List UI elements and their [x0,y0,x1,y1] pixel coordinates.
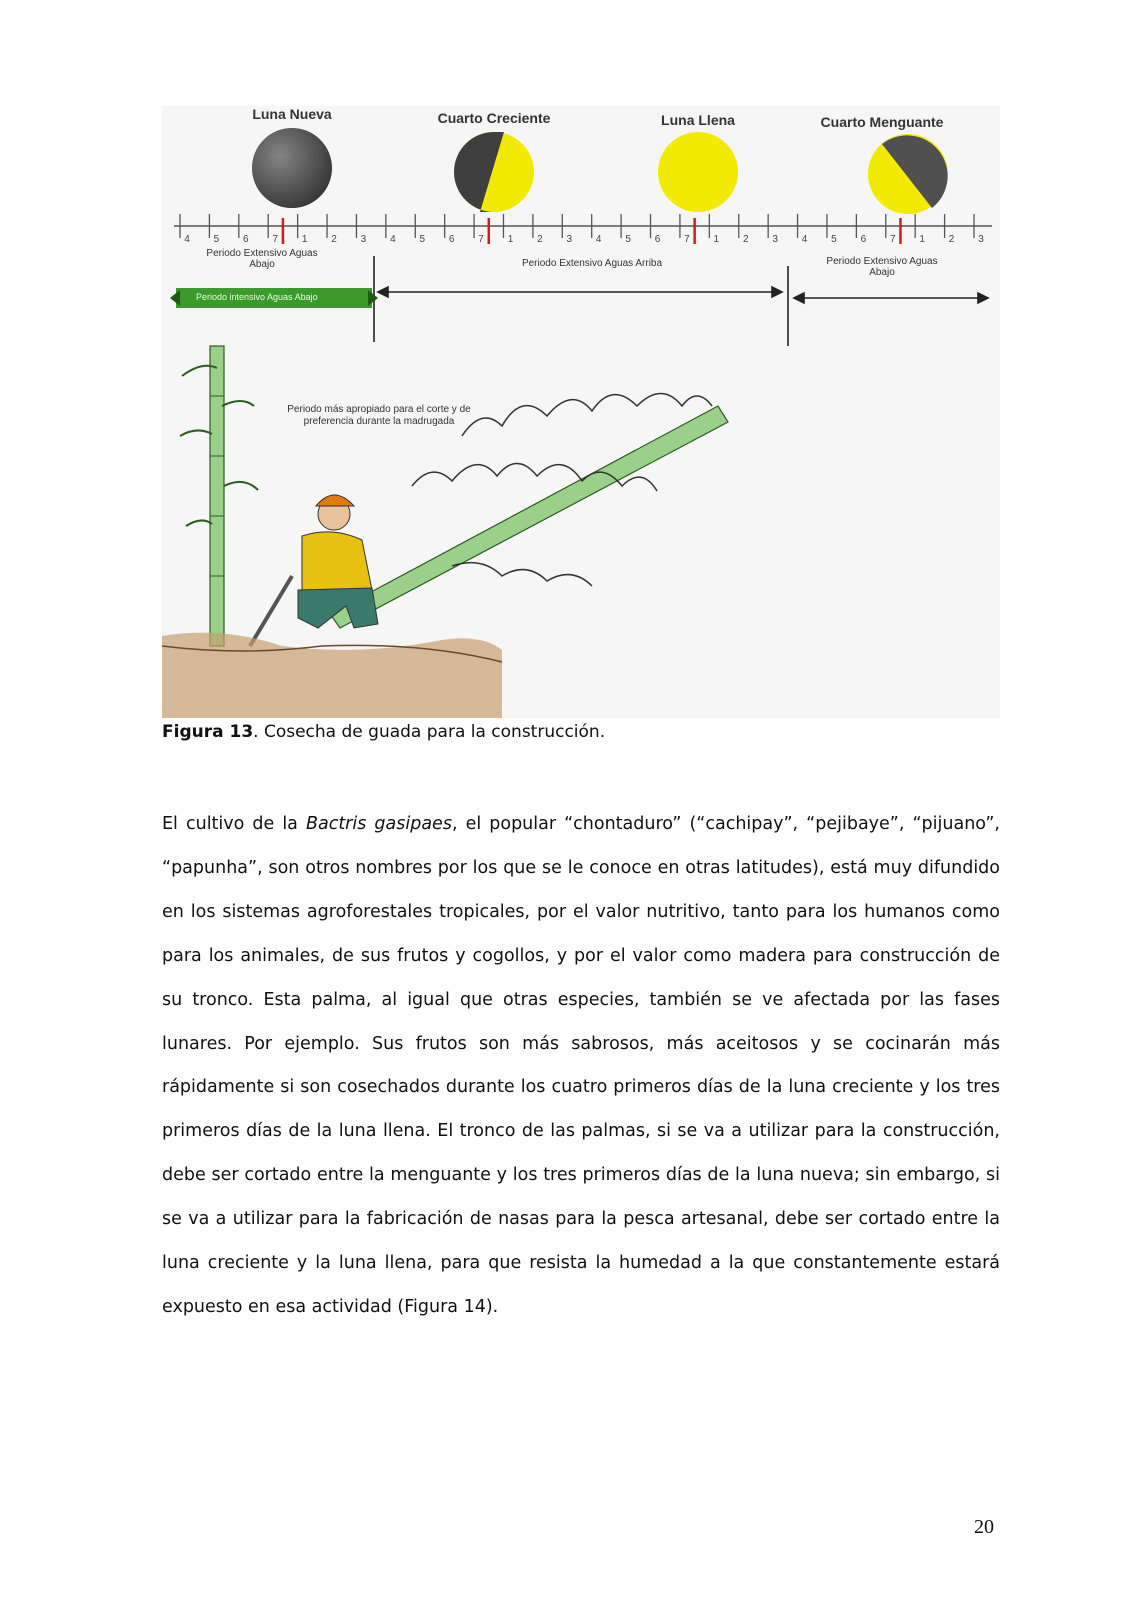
lunar-harvest-figure [162,106,1000,718]
timeline-day-number: 5 [831,234,837,245]
timeline-day-number: 7 [272,234,278,245]
ground [162,633,502,718]
timeline-day-number: 1 [919,234,925,245]
timeline-day-number: 4 [390,234,396,245]
moon-new [252,128,332,208]
timeline-day-number: 4 [801,234,808,245]
timeline-day-number: 3 [772,234,778,245]
timeline-day-number: 3 [978,234,984,245]
intensive-period-label: Periodo intensivo Aguas Abajo [196,292,318,302]
moon-first-quarter [454,132,534,212]
timeline-day-number: 5 [625,234,631,245]
phase-label-full-moon: Luna Llena [661,112,735,128]
species-name: Bactris gasipaes [305,814,452,834]
caption-label: Figura 13 [162,722,254,742]
paragraph-part1: El cultivo de la [162,814,306,834]
period-extensive-downstream-right: Periodo Extensivo Aguas Abajo [826,256,938,278]
timeline-day-number: 2 [331,234,337,245]
timeline-day-number: 3 [360,234,367,245]
bamboo-standing [180,346,258,646]
timeline-day-number: 4 [184,234,190,245]
bamboo-cut [330,394,728,629]
timeline-day-number: 2 [537,234,543,245]
period-extensive-upstream: Periodo Extensivo Aguas Arriba [521,258,663,269]
timeline-day-number: 2 [742,234,749,245]
timeline-ticks [180,214,974,244]
phase-label-new-moon: Luna Nueva [252,106,332,122]
timeline-day-number: 5 [213,234,220,245]
timeline-day-number: 6 [243,234,249,245]
phase-label-first-quarter: Cuarto Creciente [437,110,551,126]
period-extensive-downstream-left: Periodo Extensivo Aguas Abajo [206,248,318,270]
paragraph-part2: , el popular “chontaduro” (“cachipay”, “pejibaye”, “pijuano”, “papunha”, son otros nombres por los que se le conoce en otras latitudes), está muy difundido en los sistemas agroforestales tropicales, por el valor nutritivo, tanto para los humanos como para los animales, de sus frutos y cogollos, y por el valor como madera para construcción de su tronco. Esta palma, al igual que otras especies, también se ve afectada por las fases lunares. Por ejemplo. Sus frutos son más sabrosos, más aceitosos y se cocinarán más rápidamente si son cosechados durante los cuatro primeros días de la luna creciente y los tres primeros días de la luna llena. El tronco de las palmas, si se va a utilizar para la construcción, debe ser cortado entre la menguante y los tres primeros días de la luna nueva; sin embargo, si se va a utilizar para la fabricación de nasas para la pesca artesanal, debe ser cortado entre la luna creciente y la luna llena, para que resista la humedad a la que constantemente estará expuesto en esa actividad (Figura 14). [162,814,1000,1317]
timeline-day-number: 1 [301,234,308,245]
timeline-day-number: 2 [948,234,955,245]
timeline-day-number: 6 [448,234,455,245]
timeline-day-number: 1 [713,234,720,245]
moon-last-quarter [868,134,948,214]
harvest-note: Periodo más apropiado para el corte y de preferencia durante la madrugada [287,404,471,427]
moon-full [658,132,738,212]
body-paragraph [162,803,1000,1330]
timeline-day-number: 3 [566,234,573,245]
farmer-figure [250,495,378,646]
timeline-day-number: 6 [860,234,867,245]
phase-label-last-quarter: Cuarto Menguante [820,114,944,130]
figure-caption [162,722,605,742]
timeline-day-number: 4 [595,234,602,245]
caption-text: . Cosecha de guada para la construcción. [253,722,606,742]
timeline-day-number: 7 [889,234,896,245]
timeline-day-number: 1 [507,234,514,245]
timeline-day-number: 6 [654,234,661,245]
page-number: 20 [974,1516,994,1538]
timeline-day-number: 7 [478,234,484,245]
timeline-day-number: 5 [419,234,426,245]
timeline-day-number: 7 [684,234,690,245]
